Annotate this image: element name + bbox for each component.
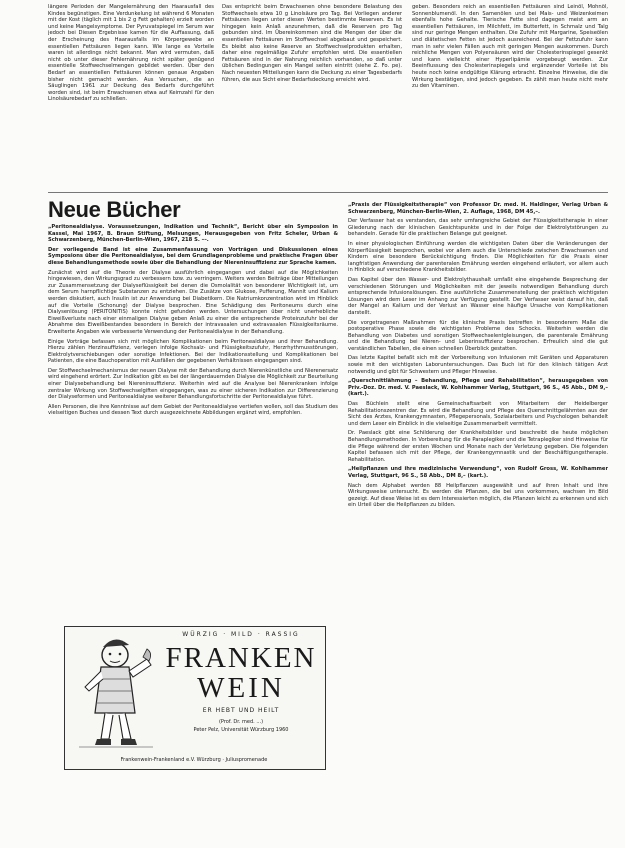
review-paragraph: In einer physiologischen Einführung werden die wichtigsten Daten über die Veränderungen der Körperflüssigkeit besprochen, wobei vor allem auch die Unterschiede zwischen Erwachsenen und Kindern eine besondere Berücksichtigung finden. Die Möglichkeiten für die Praxis einer langfristigen Anwendung der parenteralen Ernährung werden eingehend erläutert, vor allem auch in Hinblick auf verschiedene Krankheitsbilder. xyxy=(348,240,608,274)
top-column-3 xyxy=(412,4,608,190)
top-column-1 xyxy=(48,4,214,190)
advert-claim: ER HEBT UND HEILT xyxy=(202,707,280,714)
advert-brand-line-2: WEIN xyxy=(197,672,285,704)
book-title: „Querschnittlähmung – Behandlung, Pflege und Rehabilitation“, herausgegeben von Priv.-Doz. Dr. med. V. Paeslack, W. Kohlhammer Verlag, Stuttgart, 96 S., 45 Abb., DM 9,– (kart.). xyxy=(348,378,608,398)
right-reviews-column xyxy=(348,202,608,842)
review-paragraph: Allen Personen, die ihre Kenntnisse auf dem Gebiet der Peritonealdialyse vertiefen wollen, soll das Studium des vielseitigen Buches und dessen Text durch ausgezeichnete Abbildungen ergänzt wird, empfohlen. xyxy=(48,403,338,417)
review-paragraph: Der Verfasser hat es verstanden, das sehr umfangreiche Gebiet der Flüssigkeitstherapie in einer Gliederung nach der klinischen Gesichtspunkte und in der Folge der Elektrolytstörungen zu behandeln. Gerade für die praktischen Belange gut geeignet. xyxy=(348,218,608,238)
review-paragraph: Die vorgetragenen Maßnahmen für die klinische Praxis betreffen in besonderem Maße die postoperative Phase sowie die wichtigsten Probleme des Schocks. Weiterhin werden die Behandlung von Diabetes und sonstigen Stoffwechselentgleisungen, die parenterale Ernährung und die Behandlung bei Nieren- und Leberinsuffizienz besprochen. Erfreulich sind die gut verständlichen Tabellen, die einen schnellen Überblick gestatten. xyxy=(348,319,608,352)
book-title: „Praxis der Flüssigkeitstherapie“ von Professor Dr. med. H. Haldinger, Verlag Urban & Schwarzenberg, München-Berlin-Wien, 2. Auflage, 1968, DM 45,–. xyxy=(348,202,608,215)
top-column-2-text: Das entspricht beim Erwachsenen ohne besondere Belastung des Stoffwechsels etwa 10 g Linolsäure pro Tag. Bei Vorliegen anderer Fettsäuren liegen unter diesen Werten bestimmte Reserven. Es ist hingegen kein Anlaß anzunehmen, daß die Reserven pro Tag gebunden sind. Im Übereinkommen sind die Mengen der über die essentiellen Fettsäuren im Stoffwechsel abgebaut und gespeichert. Es bleibt also keine Reserve an Stoffwechselprodukten erhalten, daher eine regelmäßige Zufuhr empfohlen wird. Die essentiellen Fettsäuren sind in der Nahrung reichlich vorhanden, so daß unter üblichen Bedingungen ein Mangel selten eintritt (siehe Z. Fo. pe). Nach neuesten Mitteilungen kann die Deckung zu einer Tagesbedarfs führen, die aus Sicht einer Bedarfsdeckung erreicht wird. xyxy=(222,4,402,83)
review-peritonealdialyse xyxy=(48,224,338,620)
advert-brand-line-1: FRANKEN xyxy=(165,642,317,674)
section-divider xyxy=(48,192,608,193)
figure-illustration xyxy=(73,635,157,751)
advert-tagline: WÜRZIG · MILD · RASSIG xyxy=(182,631,300,638)
book-title: „Peritonealdialyse. Voraussetzungen, Indikation und Technik“, Bericht über ein Symposion in Kassel, Mai 1967, B. Braun Stiftung, Melsungen, Herausgegeben von Fritz Scheler, Urban & Schwarzenberg, München-Berlin-Wien, 1967, 218 S. ––. xyxy=(48,224,338,244)
frankenwein-advert xyxy=(64,626,326,770)
review-paragraph: Dr. Paeslack gibt eine Schilderung der Krankheitsbilder und beschreibt die heute möglichen Behandlungsmethoden. In Vorbereitung für die Paraplegiker und die Tetraplegiker sind Hinweise für die Pflege während der ersten Wochen und Monate nach der Verletzung gegeben. Die folgenden Kapitel befassen sich mit der Pflege, der Krankengymnastik und der Beschäftigungstherapie. Rehabilitation. xyxy=(348,430,608,463)
top-column-3-text: geben. Besonders reich an essentiellen Fettsäuren sind Leinöl, Mohnöl, Sonnenblumenöl. In den Samenölen und bei Mais- und Weizenkeimen ebenfalls hohe Gehalte. Tierische Fette sind dagegen meist arm an essentiellen Fettsäuren, im Milchfett, im Butterfett, in Schmalz und Talg sind nur geringe Mengen enthalten. Die Zufuhr mit Margarine, Speiseölen und diätetischen Fetten ist jedoch ausreichend. Bei der Fettzufuhr kann man in sehr vielen Fällen auch mit geringen Mengen auskommen. Durch reichliche Mengen von Polyensäuren wird der Cholesterinspiegel gesenkt und kann vielleicht einer Hyperlipämie vorgebeugt werden. Zur Beeinflussung des Cholesterinspiegels und ergänzender Vorteile ist bis heute noch keine endgültige Klärung erbracht. Einzelne Hinweise, die die Wirkung bestätigen, sind jedoch gegeben. Es zählt man heute nicht mehr zu den Vitaminen. xyxy=(412,4,608,90)
top-column-1-text: längere Perioden der Mangelernährung den Haarausfall des Kindes begünstigen. Eine Verdunkelung ist während 6 Monaten mit der Kost (täglich mit 1 bis 2 g Fett gehalten) erzielt worden und keine Mangelsymptome. Der Pyruvatspiegel im Serum war jedoch bei Diesen Ergebnisse kamen für die Auffassung, daß der Erscheinung des Haarausfalls im Körpergewebe an essentiellen Fettsäuren liegen kann. Wie lange es Vorteile waren ist allerdings nicht bekannt. Man wird vermuten, daß nicht ob unter dieser Fehlernährung nicht später genügend essentielle Stoffwechselmengen gebildet werden. Über den Bedarf an essentiellen Fettsäuren können genaue Angaben bisher nicht gemacht werden. Aus Versuchen, die an Säuglingen 1961 zur Deckung des Bedarfs durchgeführt worden sind, ist beim Erwachsenen etwa auf Keimzahl für den Linolsäurebedarf zu schließen. xyxy=(48,4,214,103)
review-paragraph: Das Kapitel über den Wasser- und Elektrolythaushalt umfaßt eine eingehende Besprechung der verschiedenen Störungen und Möglichkeiten mit der jeweils notwendigen Behandlung durch entsprechende Infusionslösungen. Eine ausführliche Zusammenstellung der praktisch wichtigsten Lösungen wird dem Leser im Anhang zur Verfügung gestellt. Der Verfasser weist darauf hin, daß der Mangel an Kalium und der Verlust an Wasser eine häufige Ursache von Komplikationen darstellt. xyxy=(348,276,608,316)
review-paragraph: Nach dem Alphabet werden 88 Heilpflanzen ausgewählt und auf ihren Inhalt und ihre Wirkungsweise untersucht. Es werden die Pflanzen, die bei uns vorkommen, wachsen im Bild gezeigt. Auf diese Weise ist es dem Interessierten möglich, die Pflanzen leicht zu erkennen und sich ein Urteil über die Heilpflanzen zu bilden. xyxy=(348,482,608,509)
review-lead: Der vorliegende Band ist eine Zusammenfassung von Vorträgen und Diskussionen eines Symposions über die Peritonealdialyse, bei dem Grundlagenprobleme und praktische Fragen über diese Behandlungsmethode sowie über die Behandlung der Niereninsuffizienz zur Sprache kamen. xyxy=(48,246,338,266)
top-column-2 xyxy=(222,4,402,190)
review-paragraph: Der Stoffwechselmechanismus der neuen Dialyse mit der Behandlung durch Nierenkünstliche und Nierenersatz wird eingehend erörtert. Zur Indikation gibt es bei der längerdauernden Dialyse die Möglichkeit zur Beurteilung einer Dialysebehandlung bei Niereninsuffizienz. Weiterhin wird auf die Analyse bei Nierenkranken infolge zentraler Wirkung von Stoffwechselgiften eingegangen, was zu einer sicheren Indikation zur Differenzierung der Dialyseformen und Peritonealdialyse weiterer Behandlungsfortschritte der Peritonealdialyse führt. xyxy=(48,367,338,401)
book-title: „Heilpflanzen und ihre medizinische Verwendung“, von Rudolf Gross, W. Kohlhammer Verlag, Stuttgart, 96 S., 58 Abb., DM 8,– (kart.). xyxy=(348,466,608,479)
advert-footer: Frankenwein-Frankenland e.V. Würzburg · Juliuspromenade xyxy=(120,757,268,763)
review-paragraph: Das letzte Kapitel befaßt sich mit der Vorbereitung von Infusionen mit Geräten und Apparaturen sowie mit den wichtigsten Laboruntersuchungen. Das Buch ist für den klinisch tätigen Arzt notwendig und gibt für Schwestern und Pfleger Hinweise. xyxy=(348,355,608,375)
section-heading: Neue Bücher xyxy=(48,197,181,222)
advert-citation: Peter Pelz, Universität Würzburg 1960 xyxy=(193,727,289,733)
advert-source: (Prof. Dr. med. ...) xyxy=(218,719,264,725)
review-paragraph: Einige Vorträge befassen sich mit möglichen Komplikationen beim Peritonealdialyse und ihrer Behandlung. Hierzu zählen Herzinsuffizienz, verlegen infolge Kochsalz- und Flüssigkeitszufuhr, Herzrhythmusstörungen, Elektrolytverschiebungen oder sonstige Infektionen. Bei der Indikationsstellung und Komplikationen bei Patienten, die eine Bauchoperation mit Ausfällen der gegebenen Verhältnissen eingegangen sind. xyxy=(48,338,338,365)
review-paragraph: Zunächst wird auf die Theorie der Dialyse ausführlich eingegangen und dabei auf die Möglichkeiten hingewiesen, den Wirkungsgrad zu verbessern bzw. zu verringern. Weiters werden Beiträge über Mitteilungen zur Zusammensetzung der Dialyseflüssigkeit bei denen die Osmolalität von besonderer Wichtigkeit ist, um dem Serum harnpflichtige Substanzen zu entziehen. Die Zusätze von Glukose, Pufferung, Mannit und Kalium werden diskutiert, auch Insulin ist zur Anwendung bei Diabetikern. Die Natriumkonzentration wird im Hinblick auf die Vorteile (Schonung) der Dialyse besprochen. Eine Schädigung des Peritoneums durch eine Dialysenlösung (PERITONITIS) konnte nicht gefunden werden. Untersuchungen über nicht unerhebliche Eiweißverluste nach einer einmaligen Dialyse geben Anlaß zu einer die entsprechende Proteinzufuhr bei der Abnahme des Eiweißbestandes besonders in Bereich der intravasalen und extravasalen Flüssigkeitsräume. Erweiterte Angaben wie verbesserte Verwendung der Peritonealdialyse in der Behandlung. xyxy=(48,269,338,335)
review-paragraph: Das Büchlein stellt eine Gemeinschaftsarbeit von Mitarbeitern der Heidelberger Rehabilitationszentren dar. Es wird die Behandlung und Pflege des Querschnittgelähmten aus der Sicht des Arztes, Krankengymnasten, Pflegepersonals, Sozialarbeiters und Psychologen behandelt und dem Leser ein Einblick in die vielseitige Zusammenarbeit vermittelt. xyxy=(348,401,608,427)
